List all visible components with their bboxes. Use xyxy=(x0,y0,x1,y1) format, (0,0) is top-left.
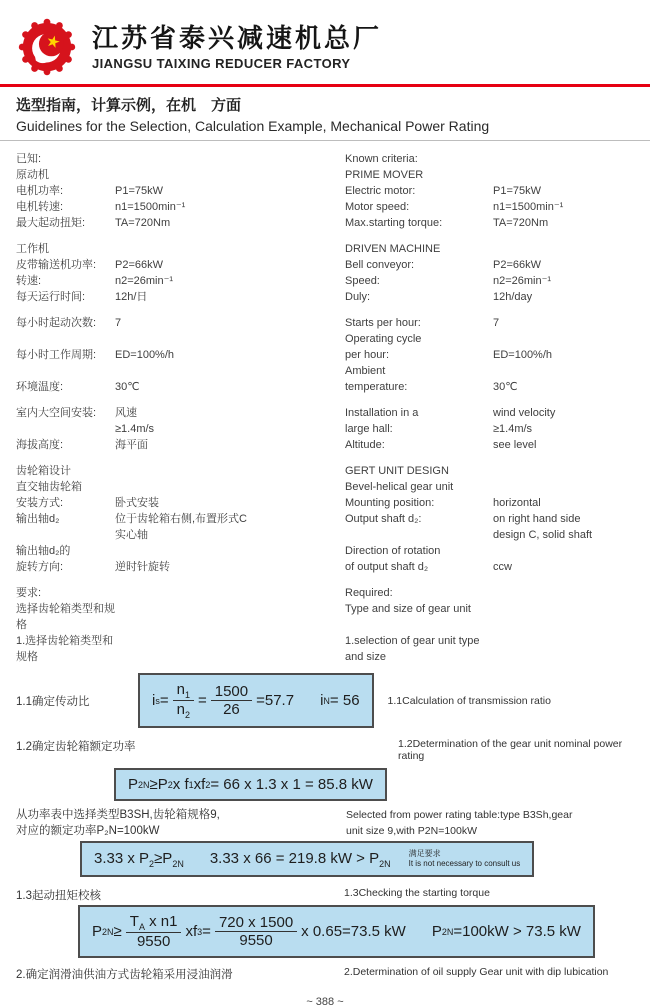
section-1-3-label-cn: 1.3起动扭矩校核 xyxy=(16,890,101,902)
criteria-row xyxy=(16,315,634,331)
criteria-cn-label: 电机转速: xyxy=(16,201,64,213)
criteria-row xyxy=(16,289,634,305)
criteria-cn-label: 最大起动扭矩: xyxy=(16,217,86,229)
criteria-row xyxy=(16,559,634,575)
criteria-en-label: Speed: xyxy=(345,275,380,287)
formula-nominal-power: P 2N ≥P 2 x f 1 xf 2 = 66 x 1.3 x 1 = 85.8 kW xyxy=(114,768,387,801)
criteria-en-label: 1.selection of gear unit type and size xyxy=(345,635,480,663)
criteria-row xyxy=(16,199,634,215)
criteria-cn-label: 皮带输送机功率: xyxy=(16,259,97,271)
criteria-cn-label: 工作机 xyxy=(16,243,49,255)
criteria-en-value: n1=1500min⁻¹ xyxy=(493,201,564,213)
criteria-en-label: Required: xyxy=(345,587,393,599)
starting-torque-heading-row xyxy=(16,887,634,903)
criteria-row xyxy=(16,527,634,543)
criteria-en-label: Type and size of gear unit xyxy=(345,603,471,615)
criteria-en-value xyxy=(493,585,634,601)
criteria-cn-label: 每小时工作周期: xyxy=(16,349,97,361)
nominal-power-heading-row xyxy=(16,738,634,762)
criteria-en-value: ccw xyxy=(493,561,512,573)
criteria-cn-value xyxy=(115,601,345,633)
criteria-cn-value: 卧式安装 xyxy=(115,497,159,509)
selected-type-row xyxy=(16,807,634,839)
criteria-cn-label: 齿轮箱设计 xyxy=(16,465,71,477)
criteria-cn-value: ≥1.4m/s xyxy=(115,423,155,435)
criteria-en-value xyxy=(493,167,634,183)
formula-note-cn: 满足要求 xyxy=(408,849,441,858)
criteria-row xyxy=(16,273,634,289)
criteria-cn-label: 输出轴d₂的 xyxy=(16,545,71,557)
criteria-cn-value xyxy=(115,585,345,601)
criteria-row xyxy=(16,543,634,559)
oil-supply-row xyxy=(16,966,634,982)
criteria-en-value: horizontal xyxy=(493,497,541,509)
criteria-en-label: per hour: xyxy=(345,349,390,361)
criteria-cn-value: P2=66kW xyxy=(115,259,163,271)
criteria-en-value xyxy=(493,241,634,257)
criteria-en-label: temperature: xyxy=(345,381,408,393)
section-1-1-label-en: 1.1Calculation of transmission ratio xyxy=(387,694,551,707)
criteria-en-label: Known criteria: xyxy=(345,153,418,165)
criteria-cn-label: 室内大空间安装: xyxy=(16,407,97,419)
criteria-cn-label xyxy=(16,331,115,347)
section-2-label-en: 2.Determination of oil supply Gear unit with dip lubication xyxy=(344,966,609,978)
criteria-row xyxy=(16,347,634,363)
criteria-en-value xyxy=(493,479,634,495)
criteria-row xyxy=(16,437,634,453)
criteria-cn-value: 海平面 xyxy=(115,439,148,451)
selected-type-en-line2: unit size 9,with P2N=100kW xyxy=(346,825,478,837)
criteria-row xyxy=(16,585,634,601)
criteria-cn-label: 原动机 xyxy=(16,169,49,181)
criteria-cn-value xyxy=(115,463,345,479)
company-name-cn: 江苏省泰兴减速机总厂 xyxy=(92,23,383,53)
criteria-cn-value: 风速 xyxy=(115,407,137,419)
criteria-cn-value xyxy=(115,241,345,257)
criteria-cn-label: 电机功率: xyxy=(16,185,64,197)
criteria-cn-label: 旋转方向: xyxy=(16,561,64,573)
criteria-cn-value xyxy=(115,543,345,559)
selected-type-cn-line1: 从功率表中选择类型B3SH,齿轮箱规格9, xyxy=(16,809,220,821)
criteria-en-label: Starts per hour: xyxy=(345,317,421,329)
criteria-cn-value: ED=100%/h xyxy=(115,349,175,361)
criteria-row xyxy=(16,601,634,633)
criteria-row xyxy=(16,479,634,495)
criteria-cn-label: 1.选择齿轮箱类型和规格 xyxy=(16,635,114,663)
criteria-cn-label: 输出轴d₂ xyxy=(16,513,60,525)
criteria-row xyxy=(16,633,634,665)
criteria-row xyxy=(16,331,634,347)
criteria-en-value: design C, solid shaft xyxy=(493,529,593,541)
criteria-cn-label: 环境温度: xyxy=(16,381,64,393)
criteria-cn-value: 12h/日 xyxy=(115,291,148,303)
page-title-cn: 选型指南，计算示例，在机 方面 xyxy=(16,97,242,114)
criteria-cn-label: 选择齿轮箱类型和规格 xyxy=(16,603,115,631)
criteria-cn-value: 实心轴 xyxy=(115,529,148,541)
criteria-cn-label: 海拔高度: xyxy=(16,439,64,451)
criteria-cn-value: 位于齿轮箱右侧,布置形式C xyxy=(115,513,247,525)
criteria-en-value: ED=100%/h xyxy=(493,349,553,361)
nominal-power-formula-row xyxy=(16,768,634,801)
criteria-en-value: P2=66kW xyxy=(493,259,541,271)
criteria-en-label: Duly: xyxy=(345,291,371,303)
criteria-row xyxy=(16,183,634,199)
criteria-row xyxy=(16,241,634,257)
criteria-row xyxy=(16,405,634,421)
formula-power-check xyxy=(80,841,534,877)
criteria-row xyxy=(16,495,634,511)
criteria-en-value: 12h/day xyxy=(493,291,533,303)
criteria-en-value: 30℃ xyxy=(493,381,518,393)
criteria-en-label: Mounting position: xyxy=(345,497,435,509)
power-check-formula-row xyxy=(16,841,634,877)
criteria-cn-label: 转速: xyxy=(16,275,42,287)
page-number: ~ 388 ~ xyxy=(306,996,344,1008)
criteria-en-label: Motor speed: xyxy=(345,201,410,213)
star-icon: ★ xyxy=(43,31,63,53)
starting-torque-formula-row xyxy=(16,905,634,958)
section-1-2-label-en: 1.2Determination of the gear unit nominal power rating xyxy=(398,738,623,762)
criteria-en-value xyxy=(493,331,634,347)
criteria-en-label: of output shaft d₂ xyxy=(345,561,429,573)
criteria-cn-label xyxy=(16,527,115,543)
criteria-cn-value xyxy=(115,363,345,379)
formula-note xyxy=(409,849,521,869)
criteria-cn-value: 7 xyxy=(115,317,122,329)
company-name-block xyxy=(92,23,382,71)
power-check-expression: 3.33 x $P_2\ge P_{2N}$ 3.33 x 66 = 219.8 kW > $P_{2N}$ xyxy=(94,849,391,869)
criteria-en-value: wind velocity xyxy=(493,407,556,419)
criteria-cn-label: 每天运行时间: xyxy=(16,291,86,303)
criteria-cn-value xyxy=(115,633,345,665)
formula-starting-torque: P 2N ≥ $\frac{T_A x n1}{9550}$ xf 3 = $\frac{720 x 1500}{9550}$ x 0.65=73.5 kW P 2N =100kW > 73.5 kW xyxy=(78,905,595,958)
criteria-en-value: TA=720Nm xyxy=(493,217,549,229)
criteria-en-value xyxy=(493,151,634,167)
selected-type-cn xyxy=(16,807,346,839)
criteria-en-label: Installation in a xyxy=(345,407,419,419)
criteria-en-label: Output shaft d₂: xyxy=(345,513,422,525)
criteria-cn-value: n2=26min⁻¹ xyxy=(115,275,174,287)
criteria-cn-value: 30℃ xyxy=(115,381,140,393)
criteria-row xyxy=(16,215,634,231)
criteria-en-label: Electric motor: xyxy=(345,185,416,197)
criteria-cn-value xyxy=(115,151,345,167)
page-title-en: Guidelines for the Selection, Calculation Example, Mechanical Power Rating xyxy=(16,118,490,134)
criteria-en-value: ≥1.4m/s xyxy=(493,423,533,435)
formula-note-en: It is not necessary to consult us xyxy=(408,859,521,868)
criteria-row xyxy=(16,257,634,273)
criteria-en-value: P1=75kW xyxy=(493,185,541,197)
criteria-cn-label: 安装方式: xyxy=(16,497,64,509)
criteria-row xyxy=(16,421,634,437)
header xyxy=(0,0,650,84)
criteria-row xyxy=(16,167,634,183)
criteria-en-label: large hall: xyxy=(345,423,393,435)
factory-logo xyxy=(14,16,80,78)
criteria-row xyxy=(16,379,634,395)
criteria-en-label: DRIVEN MACHINE xyxy=(345,243,441,255)
section-1-2-label-cn: 1.2确定齿轮箱额定功率 xyxy=(16,741,136,753)
criteria-en-value xyxy=(493,543,634,559)
criteria-en-label: Ambient xyxy=(345,365,386,377)
criteria-cn-value: TA=720Nm xyxy=(115,217,171,229)
criteria-cn-value xyxy=(115,331,345,347)
criteria-en-value: on right hand side xyxy=(493,513,581,525)
selected-type-en xyxy=(346,807,634,839)
criteria-en-label: Bevel-helical gear unit xyxy=(345,481,454,493)
criteria-en-label: Direction of rotation xyxy=(345,545,441,557)
criteria-en-value: 7 xyxy=(493,317,500,329)
criteria-en-value xyxy=(493,633,634,665)
criteria-en-label: Max.starting torque: xyxy=(345,217,443,229)
selected-type-cn-line2: 对应的额定功率P₂N=100kW xyxy=(16,825,160,837)
criteria-en-value xyxy=(493,463,634,479)
section-1-3-label-en: 1.3Checking the starting torque xyxy=(344,887,490,899)
criteria-en-value xyxy=(493,363,634,379)
criteria-en-label: GERT UNIT DESIGN xyxy=(345,465,449,477)
criteria-row xyxy=(16,151,634,167)
criteria-cn-value: n1=1500min⁻¹ xyxy=(115,201,186,213)
criteria-en-value: n2=26min⁻¹ xyxy=(493,275,552,287)
calculation-section xyxy=(16,673,634,982)
criteria-row xyxy=(16,363,634,379)
criteria-cn-value xyxy=(115,167,345,183)
company-name-en: JIANGSU TAIXING REDUCER FACTORY xyxy=(92,56,351,71)
selected-type-en-line1: Selected from power rating table:type B3Sh,gear xyxy=(346,809,573,821)
criteria-en-label xyxy=(345,527,493,543)
criteria-cn-label: 要求: xyxy=(16,587,42,599)
criteria-cn-value: 逆时针旋转 xyxy=(115,561,170,573)
criteria-cn-label: 已知: xyxy=(16,153,42,165)
section-1-1-label-cn: 1.1确定传动比 xyxy=(16,695,90,708)
criteria-en-label: Altitude: xyxy=(345,439,385,451)
criteria-en-value: see level xyxy=(493,439,537,451)
formula-transmission-ratio: i s = $\frac{n_1}{n_2}$ = $\frac{1500}{26}$ =57.7 i N = 56 xyxy=(138,673,374,728)
section-2-label-cn: 2.确定润滑油供油方式齿轮箱采用浸油润滑 xyxy=(16,969,233,981)
transmission-ratio-row xyxy=(16,673,634,728)
criteria-cn-label: 每小时起动次数: xyxy=(16,317,97,329)
criteria-cn-label: 直交轴齿轮箱 xyxy=(16,481,82,493)
criteria-en-label: Operating cycle xyxy=(345,333,422,345)
criteria-cn-value: P1=75kW xyxy=(115,185,163,197)
criteria-table xyxy=(16,151,634,665)
page-title-block xyxy=(0,87,650,141)
criteria-en-label: Bell conveyor: xyxy=(345,259,415,271)
criteria-row xyxy=(16,511,634,527)
criteria-cn-label xyxy=(16,363,115,379)
criteria-cn-value xyxy=(115,479,345,495)
criteria-cn-label xyxy=(16,421,115,437)
criteria-en-label: PRIME MOVER xyxy=(345,169,424,181)
criteria-row xyxy=(16,463,634,479)
criteria-en-value xyxy=(493,601,634,633)
